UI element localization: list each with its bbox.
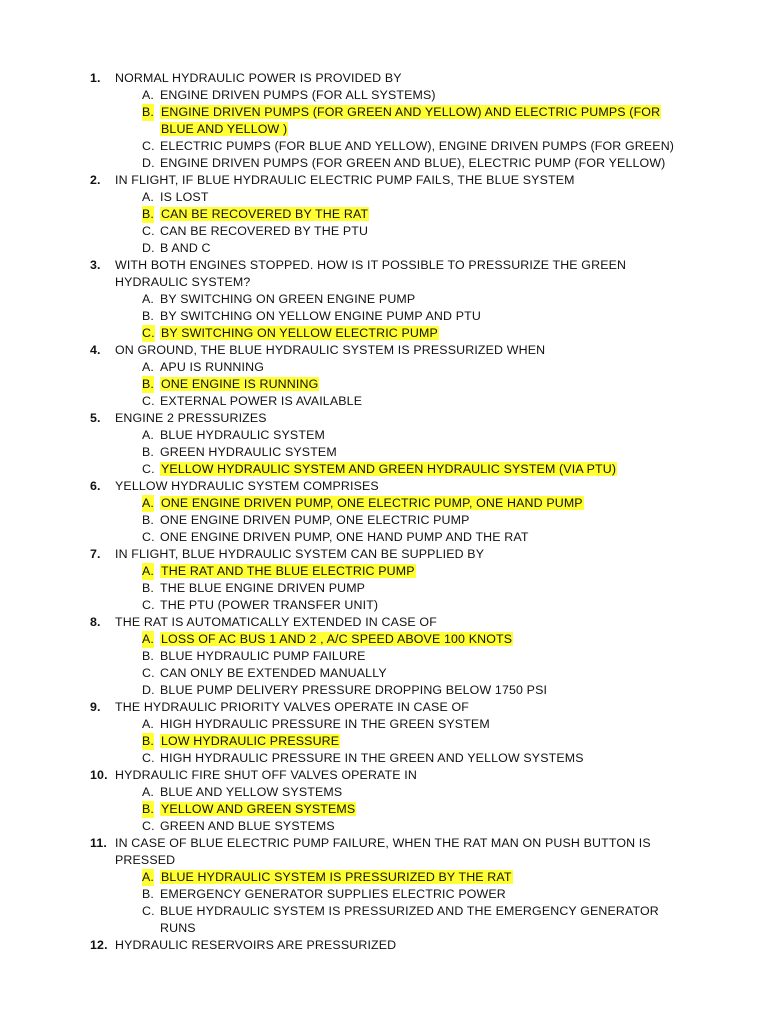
option-letter: A. (142, 632, 155, 646)
option-letter: A. (142, 190, 155, 204)
option-letter: B. (142, 377, 155, 391)
option-text: BY SWITCHING ON YELLOW ELECTRIC PUMP (161, 326, 438, 340)
option-letter: C. (142, 819, 155, 833)
question-number: 5. (90, 411, 101, 425)
option-letter: C. (142, 224, 155, 238)
answer-option (0, 444, 690, 461)
question-number: 6. (90, 479, 101, 493)
option-letter: B. (142, 581, 155, 595)
option-letter: C. (142, 394, 155, 408)
option-text: BLUE AND YELLOW SYSTEMS (160, 785, 343, 799)
answer-option-correct (0, 733, 690, 750)
option-text: LOSS OF AC BUS 1 AND 2 , A/C SPEED ABOVE 100 KNOTS (161, 632, 513, 646)
question-text: HYDRAULIC FIRE SHUT OFF VALVES OPERATE IN (115, 768, 417, 782)
answer-option-correct (0, 325, 690, 342)
answer-options (0, 427, 768, 478)
question-stem (0, 172, 685, 189)
answer-option-correct (0, 801, 690, 818)
question-text: ON GROUND, THE BLUE HYDRAULIC SYSTEM IS PRESSURIZED WHEN (115, 343, 546, 357)
question-stem (0, 478, 685, 495)
answer-option (0, 393, 690, 410)
question-number: 2. (90, 173, 101, 187)
option-text: LOW HYDRAULIC PRESSURE (161, 734, 340, 748)
question-text: NORMAL HYDRAULIC POWER IS PROVIDED BY (115, 71, 402, 85)
option-text: BY SWITCHING ON YELLOW ENGINE PUMP AND PTU (160, 309, 481, 323)
option-text: ENGINE DRIVEN PUMPS (FOR ALL SYSTEMS) (160, 88, 436, 102)
question-item (0, 767, 768, 835)
answer-options (0, 495, 768, 546)
option-letter: B. (142, 309, 155, 323)
option-letter: B. (142, 649, 155, 663)
option-text: GREEN AND BLUE SYSTEMS (160, 819, 335, 833)
option-letter: C. (142, 530, 155, 544)
answer-option (0, 818, 690, 835)
option-text: BLUE HYDRAULIC SYSTEM IS PRESSURIZED BY THE RAT (161, 870, 512, 884)
answer-options (0, 784, 768, 835)
question-list (0, 70, 768, 954)
option-text: EXTERNAL POWER IS AVAILABLE (160, 394, 363, 408)
option-text: IS LOST (160, 190, 209, 204)
option-text: GREEN HYDRAULIC SYSTEM (160, 445, 337, 459)
option-letter: D. (142, 156, 155, 170)
question-text: ENGINE 2 PRESSURIZES (115, 411, 267, 425)
option-text: HIGH HYDRAULIC PRESSURE IN THE GREEN SYSTEM (160, 717, 490, 731)
question-number: 12. (90, 938, 108, 952)
question-item (0, 546, 768, 614)
answer-options (0, 359, 768, 410)
answer-option (0, 682, 690, 699)
question-number: 4. (90, 343, 101, 357)
question-number: 10. (90, 768, 108, 782)
question-item (0, 937, 768, 954)
question-item (0, 342, 768, 410)
answer-option (0, 291, 690, 308)
option-text: ONE ENGINE DRIVEN PUMP, ONE ELECTRIC PUMP, ONE HAND PUMP (161, 496, 583, 510)
answer-options (0, 716, 768, 767)
question-text: THE HYDRAULIC PRIORITY VALVES OPERATE IN CASE OF (115, 700, 469, 714)
answer-options (0, 869, 768, 937)
option-text: B AND C (160, 241, 211, 255)
question-stem (0, 410, 685, 427)
option-letter: A. (142, 428, 155, 442)
question-text: HYDRAULIC RESERVOIRS ARE PRESSURIZED (115, 938, 397, 952)
answer-option (0, 223, 690, 240)
answer-options (0, 631, 768, 699)
answer-option-correct (0, 495, 690, 512)
answer-option-correct (0, 563, 690, 580)
option-letter: B. (142, 207, 155, 221)
answer-option (0, 597, 690, 614)
option-text: YELLOW AND GREEN SYSTEMS (161, 802, 356, 816)
option-letter: A. (142, 870, 155, 884)
question-stem (0, 614, 685, 631)
option-text: ONE ENGINE DRIVEN PUMP, ONE ELECTRIC PUMP (160, 513, 470, 527)
answer-option (0, 784, 690, 801)
question-stem (0, 699, 685, 716)
answer-option (0, 189, 690, 206)
option-text: YELLOW HYDRAULIC SYSTEM AND GREEN HYDRAULIC SYSTEM (VIA PTU) (161, 462, 617, 476)
answer-option-correct (0, 376, 690, 393)
question-item (0, 70, 768, 172)
option-letter: A. (142, 785, 155, 799)
option-letter: A. (142, 360, 155, 374)
answer-option (0, 512, 690, 529)
answer-option-correct (0, 631, 690, 648)
answer-option (0, 580, 690, 597)
question-stem (0, 70, 685, 87)
option-letter: A. (142, 292, 155, 306)
option-text: BLUE PUMP DELIVERY PRESSURE DROPPING BELOW 1750 PSI (160, 683, 548, 697)
option-letter: B. (142, 802, 155, 816)
option-letter: C. (142, 598, 155, 612)
option-text: APU IS RUNNING (160, 360, 264, 374)
question-item (0, 835, 768, 937)
question-number: 11. (90, 836, 107, 850)
question-number: 7. (90, 547, 101, 561)
option-text: THE PTU (POWER TRANSFER UNIT) (160, 598, 379, 612)
question-number: 1. (90, 71, 101, 85)
answer-option (0, 427, 690, 444)
option-letter: D. (142, 241, 155, 255)
option-text: CAN BE RECOVERED BY THE PTU (160, 224, 369, 238)
question-text: YELLOW HYDRAULIC SYSTEM COMPRISES (115, 479, 379, 493)
option-letter: C. (142, 666, 155, 680)
option-letter: B. (142, 105, 155, 119)
question-stem (0, 342, 685, 359)
option-text: BLUE HYDRAULIC SYSTEM (160, 428, 325, 442)
option-letter: B. (142, 734, 155, 748)
answer-options (0, 563, 768, 614)
option-text: THE RAT AND THE BLUE ELECTRIC PUMP (161, 564, 415, 578)
answer-options (0, 189, 768, 257)
option-text: BY SWITCHING ON GREEN ENGINE PUMP (160, 292, 416, 306)
option-letter: C. (142, 904, 155, 918)
answer-option (0, 886, 690, 903)
answer-option (0, 750, 690, 767)
option-letter: B. (142, 887, 155, 901)
question-item (0, 699, 768, 767)
question-number: 8. (90, 615, 101, 629)
question-text: IN FLIGHT, IF BLUE HYDRAULIC ELECTRIC PUMP FAILS, THE BLUE SYSTEM (115, 173, 575, 187)
option-text: THE BLUE ENGINE DRIVEN PUMP (160, 581, 366, 595)
option-letter: C. (142, 139, 155, 153)
option-letter: B. (142, 513, 155, 527)
question-item (0, 410, 768, 478)
option-text: ELECTRIC PUMPS (FOR BLUE AND YELLOW), ENGINE DRIVEN PUMPS (FOR GREEN) (160, 139, 675, 153)
option-letter: C. (142, 462, 155, 476)
question-text: IN FLIGHT, BLUE HYDRAULIC SYSTEM CAN BE SUPPLIED BY (115, 547, 485, 561)
answer-option (0, 359, 690, 376)
answer-option (0, 308, 690, 325)
answer-options (0, 291, 768, 342)
option-text: ENGINE DRIVEN PUMPS (FOR GREEN AND YELLOW) AND ELECTRIC PUMPS (FOR BLUE AND YELLOW ) (161, 105, 661, 136)
option-letter: A. (142, 564, 155, 578)
option-letter: A. (142, 717, 155, 731)
answer-option-correct (0, 104, 690, 138)
answer-option (0, 240, 690, 257)
answer-option (0, 648, 690, 665)
question-stem (0, 546, 685, 563)
question-item (0, 172, 768, 257)
question-stem (0, 767, 685, 784)
question-stem (0, 835, 685, 869)
option-letter: C. (142, 326, 155, 340)
option-letter: B. (142, 445, 155, 459)
answer-option-correct (0, 206, 690, 223)
option-letter: A. (142, 496, 155, 510)
answer-option (0, 155, 690, 172)
answer-option (0, 87, 690, 104)
option-letter: A. (142, 88, 155, 102)
answer-option (0, 716, 690, 733)
option-text: ONE ENGINE DRIVEN PUMP, ONE HAND PUMP AND THE RAT (160, 530, 529, 544)
question-item (0, 257, 768, 342)
option-text: HIGH HYDRAULIC PRESSURE IN THE GREEN AND YELLOW SYSTEMS (160, 751, 584, 765)
answer-option-correct (0, 869, 690, 886)
option-text: EMERGENCY GENERATOR SUPPLIES ELECTRIC POWER (160, 887, 506, 901)
question-stem (0, 937, 685, 954)
answer-option-correct (0, 461, 690, 478)
option-text: ENGINE DRIVEN PUMPS (FOR GREEN AND BLUE), ELECTRIC PUMP (FOR YELLOW) (160, 156, 666, 170)
question-item (0, 614, 768, 699)
question-item (0, 478, 768, 546)
option-letter: D. (142, 683, 155, 697)
answer-option (0, 138, 690, 155)
option-letter: C. (142, 751, 155, 765)
question-text: WITH BOTH ENGINES STOPPED. HOW IS IT POSSIBLE TO PRESSURIZE THE GREEN HYDRAULIC SYSTEM? (115, 258, 627, 289)
question-number: 3. (90, 258, 101, 272)
option-text: ONE ENGINE IS RUNNING (161, 377, 319, 391)
option-text: CAN BE RECOVERED BY THE RAT (161, 207, 369, 221)
option-text: BLUE HYDRAULIC SYSTEM IS PRESSURIZED AND THE EMERGENCY GENERATOR RUNS (160, 904, 659, 935)
question-stem (0, 257, 685, 291)
question-number: 9. (90, 700, 101, 714)
option-text: BLUE HYDRAULIC PUMP FAILURE (160, 649, 366, 663)
answer-option (0, 529, 690, 546)
option-text: CAN ONLY BE EXTENDED MANUALLY (160, 666, 387, 680)
question-text: THE RAT IS AUTOMATICALLY EXTENDED IN CASE OF (115, 615, 437, 629)
answer-option (0, 903, 690, 937)
answer-option (0, 665, 690, 682)
question-text: IN CASE OF BLUE ELECTRIC PUMP FAILURE, WHEN THE RAT MAN ON PUSH BUTTON IS PRESSED (115, 836, 651, 867)
answer-options (0, 87, 768, 172)
